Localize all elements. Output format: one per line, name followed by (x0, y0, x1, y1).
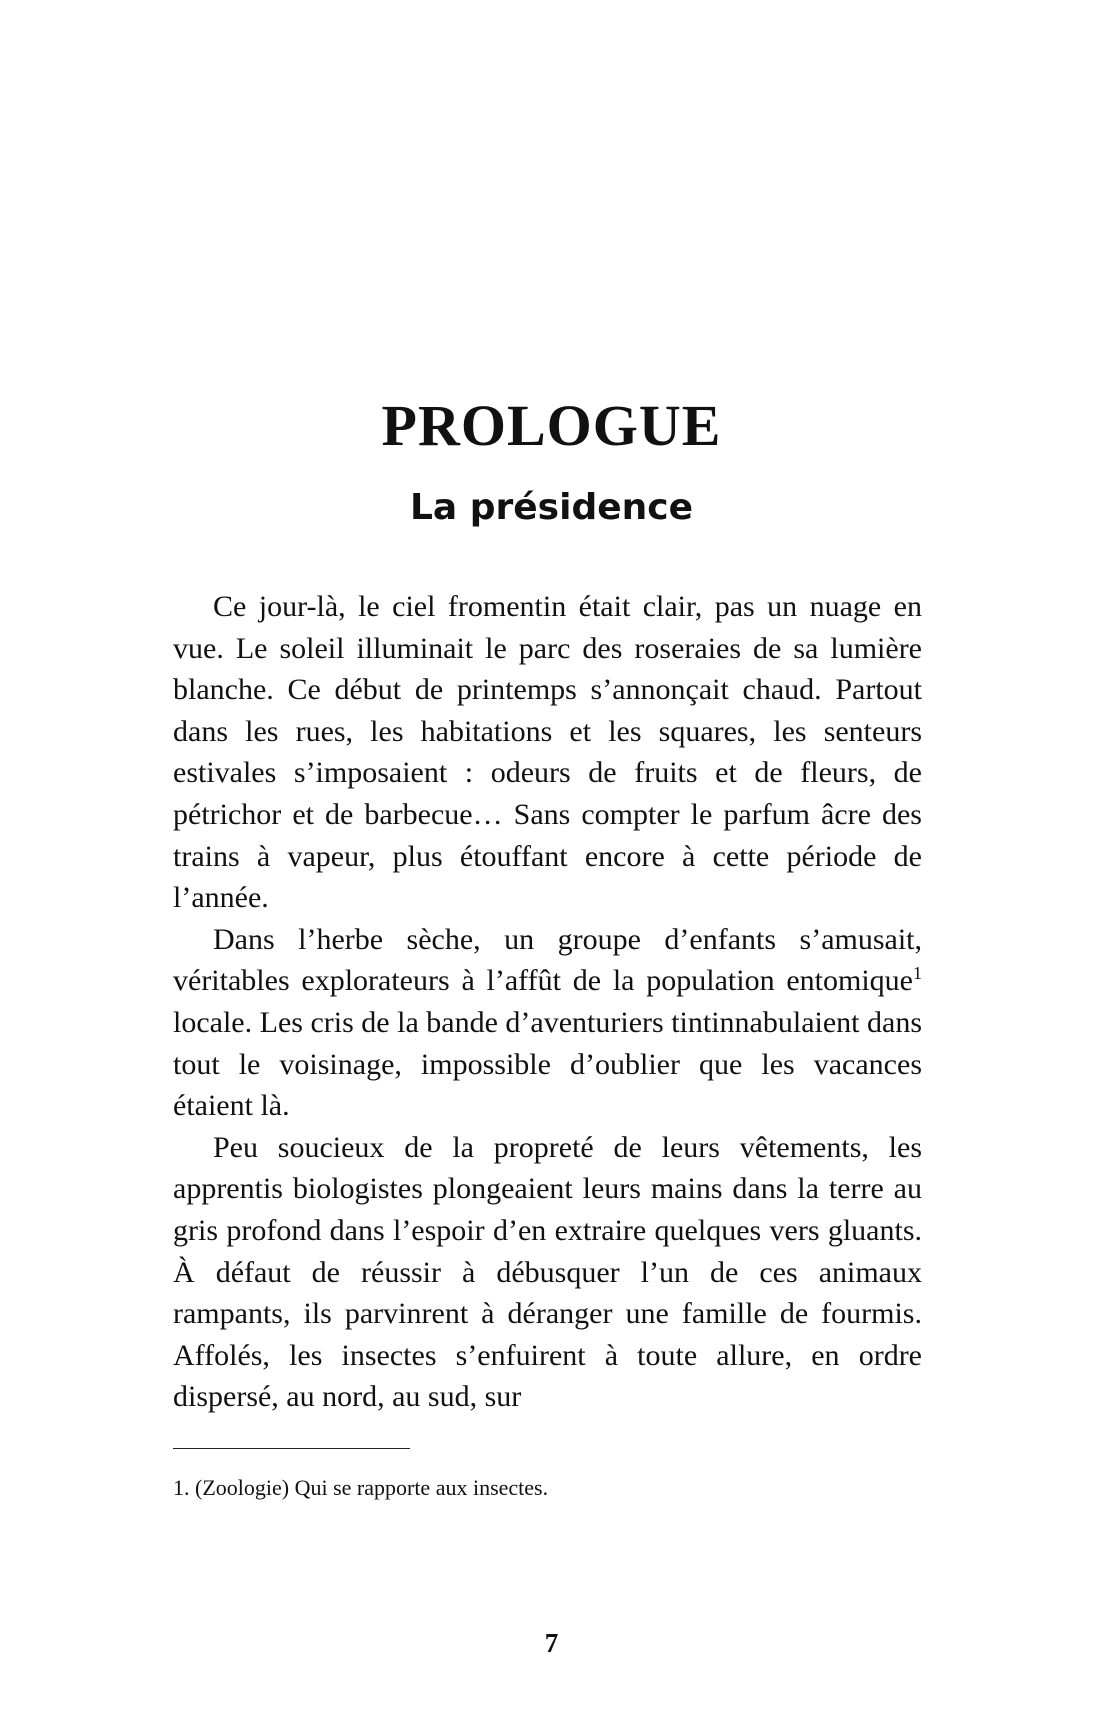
chapter-title: PROLOGUE (381, 393, 722, 458)
paragraph-2-text-before: Dans l’herbe sèche, un groupe d’enfants s’amusait, véritables explorateurs à l’affût de la population entomique (173, 922, 922, 998)
body-text (173, 586, 922, 1418)
footnote-reference: 1 (913, 963, 922, 984)
paragraph-3: Peu soucieux de la propreté de leurs vêtements, les apprentis biologistes plongeaient leurs mains dans la terre au gris profond dans l’espoir d’en extraire quelques vers gluants. À défaut de réussir à débusquer l’un de ces animaux rampants, ils parvinrent à déranger une famille de fourmis. Affolés, les insectes s’enfuirent à toute allure, en ordre dispersé, au nord, au sud, sur (173, 1130, 922, 1414)
paragraph-2-text-after: locale. Les cris de la bande d’aventuriers tintinnabulaient dans tout le voisinage, impossible d’oublier que les vacances étaient là. (173, 1005, 922, 1123)
paragraph-2 (173, 919, 922, 1127)
chapter-subtitle: La présidence (409, 487, 694, 528)
footnote-divider (173, 1448, 410, 1449)
footnote: 1. (Zoologie) Qui se rapporte aux insectes. (173, 1475, 549, 1500)
paragraph-1: Ce jour-là, le ciel fromentin était clair, pas un nuage en vue. Le soleil illuminait le parc des roseraies de sa lumière blanche. Ce début de printemps s’annonçait chaud. Partout dans les rues, les habitations et les squares, les senteurs estivales s’imposaient : odeurs de fruits et de fleurs, de pétrichor et de barbecue… Sans compter le parfum âcre des trains à vapeur, plus étouffant encore à cette période de l’année. (173, 590, 922, 915)
page-number: 7 (544, 1628, 559, 1658)
